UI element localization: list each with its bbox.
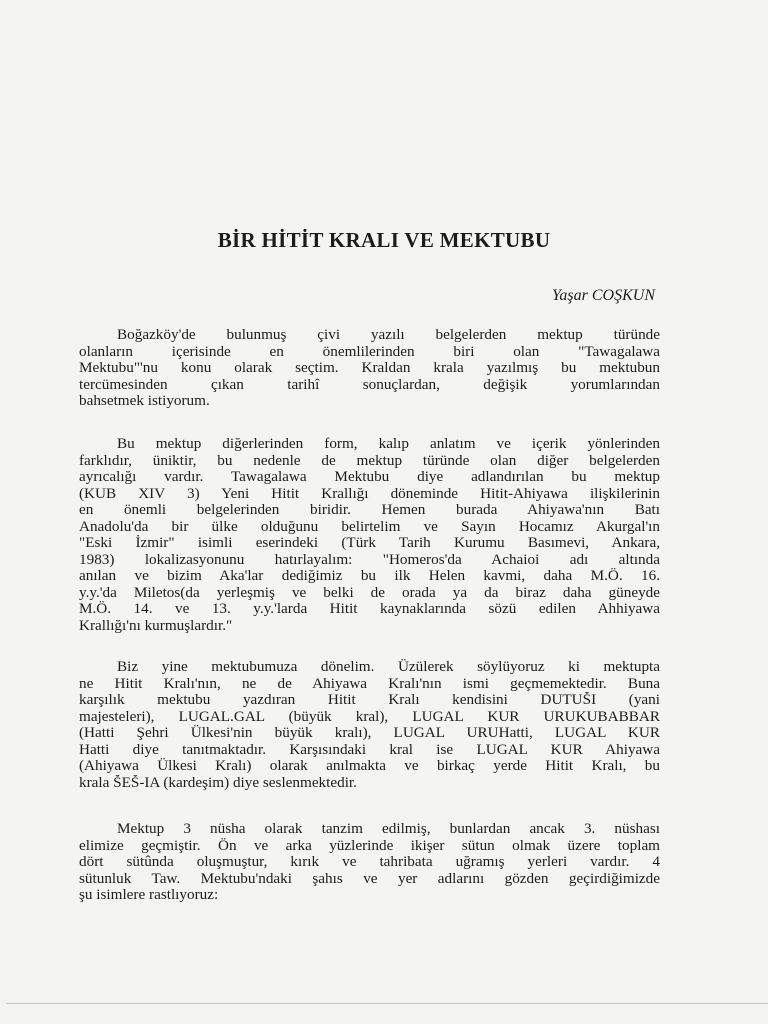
text-line: anılan ve bizim Aka'lar dediğimiz bu ilk Helen kavmi, daha M.Ö. 16. <box>79 568 660 584</box>
text-line: Boğazköy'de bulunmuş çivi yazılı belgelerden mektup türünde <box>117 327 660 343</box>
text-line: Bu mektup diğerlerinden form, kalıp anlatım ve içerik yönlerinden <box>117 436 660 452</box>
text-line: Krallığı'nı kurmuşlardır." <box>79 617 233 634</box>
text-line: ne Hitit Kralı'nın, ne de Ahiyawa Kralı'nın ismi geçmemektedir. Buna <box>79 675 660 692</box>
paragraph-1 <box>79 327 660 410</box>
paragraph-3 <box>79 659 660 791</box>
text-line: y.y.'da Miletos(da yerleşmiş ve belki de orada ya da biraz daha güneyde <box>79 584 660 601</box>
text-line: "Eski İzmir" isimli eserindeki (Türk Tarih Kurumu Basımevi, Ankara, <box>79 535 660 551</box>
article-title: BİR HİTİT KRALI VE MEKTUBU <box>217 228 551 252</box>
paragraph-2 <box>79 436 660 634</box>
text-line: majesteleri), LUGAL.GAL (büyük kral), LUGAL KUR URUKUBABBAR <box>79 708 660 725</box>
text-line: karşılık mektubu yazdıran Hitit Kralı kendisini DUTUŠI (yani <box>79 692 660 708</box>
text-line: (Hatti Şehri Ülkesi'nin büyük kralı), LUGAL URUHatti, LUGAL KUR <box>79 725 660 741</box>
text-line: bahsetmek istiyorum. <box>79 393 210 409</box>
text-line: krala ŠEŠ-IA (kardeşim) diye seslenmektedir. <box>79 774 357 791</box>
text-line: Anadolu'da bir ülke olduğunu belirtelim ve Sayın Hocamız Akurgal'ın <box>79 518 660 535</box>
text-line: Biz yine mektubumuza dönelim. Üzülerek söylüyoruz ki mektupta <box>117 659 660 675</box>
text-line: M.Ö. 14. ve 13. y.y.'larda Hitit kaynaklarında sözü edilen Ahhiyawa <box>79 601 660 617</box>
text-line: Hatti diye tanıtmaktadır. Karşısındaki kral ise LUGAL KUR Ahiyawa <box>79 741 660 758</box>
text-line: (KUB XIV 3) Yeni Hitit Krallığı döneminde Hitit-Ahiyawa ilişkilerinin <box>79 485 660 502</box>
text-line: (Ahiyawa Ülkesi Kralı) olarak anılmakta ve birkaç yerde Hitit Kralı, bu <box>79 758 660 774</box>
text-line: 1983) lokalizasyonunu hatırlayalım: "Homeros'da Achaioi adı altında <box>79 551 660 568</box>
text-line: olanların içerisinde en önemlilerinden biri olan "Tawagalawa <box>79 343 660 360</box>
page-edge-divider <box>6 1003 768 1004</box>
text-line: ayrıcalığı vardır. Tawagalawa Mektubu diye adlandırılan bu mektup <box>79 469 660 485</box>
text-line: elimize geçmiştir. Ön ve arka yüzlerinde ikişer sütun olmak üzere toplam <box>79 837 660 854</box>
text-line: Mektup 3 nüsha olarak tanzim edilmiş, bunlardan ancak 3. nüshası <box>117 821 660 837</box>
paragraph-4 <box>79 821 660 904</box>
author-name: Yaşar COŞKUN <box>551 287 655 304</box>
text-line: farklıdır, üniktir, bu nedenle de mektup türünde olan diğer belgelerden <box>79 452 660 469</box>
text-line: tercümesinden çıkan tarihî sonuçlardan, değişik yorumlarından <box>79 376 660 393</box>
text-line: sütunluk Taw. Mektubu'ndaki şahıs ve yer adlarını gözden geçirdiğimizde <box>79 870 660 887</box>
text-line: dört sütûnda oluşmuştur, kırık ve tahribata uğramış yerleri vardır. 4 <box>79 854 660 870</box>
text-line: şu isimlere rastlıyoruz: <box>79 887 219 903</box>
text-line: en önemli belgelerinden biridir. Hemen burada Ahiyawa'nın Batı <box>79 502 660 518</box>
text-line: Mektubu"'nu konu olarak seçtim. Kraldan krala yazılmış bu mektubun <box>79 360 660 376</box>
